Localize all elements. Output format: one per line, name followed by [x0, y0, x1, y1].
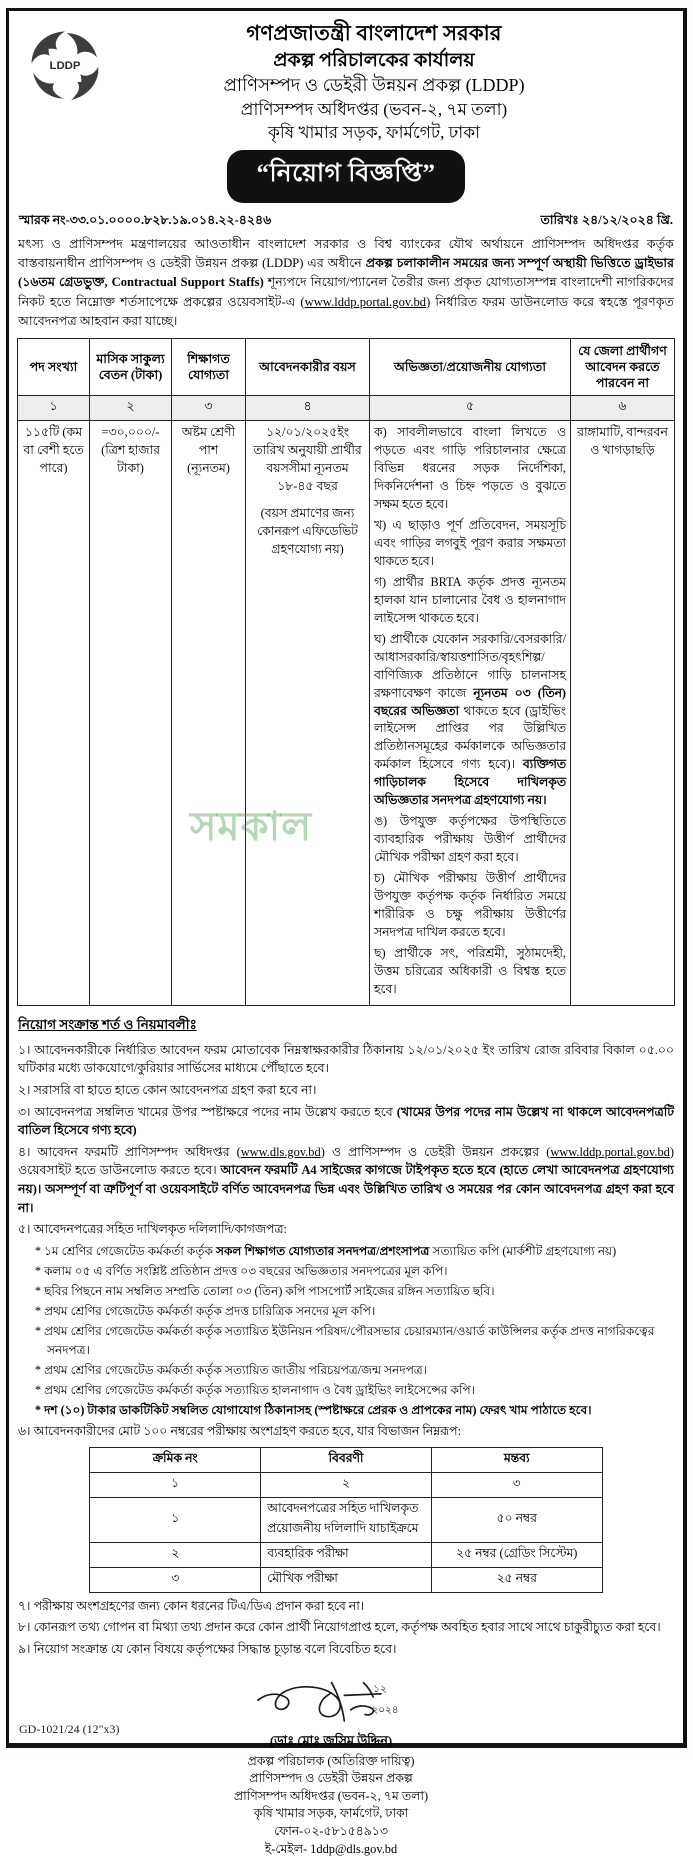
- govt-title: গণপ্রজাতন্ত্রী বাংলাদেশ সরকার: [246, 21, 502, 45]
- cell-salary: =৩০,০০০/- (ত্রিশ হাজার টাকা): [90, 421, 172, 1006]
- signatory-department: প্রাণিসম্পদ অধিদপ্তর (ভবন-২, ৭ম তলা): [233, 1788, 429, 1803]
- marks-row-0-remark: ৫০ নম্বর: [431, 1497, 602, 1542]
- intro-part-3: ) নির্ধারিত ফরম ডাউনলোড করে স্বহস্তে পূরণকৃত আবেদনপত্র আহবান করা যাচ্ছে।: [18, 294, 674, 328]
- qual-chha: ছ) প্রার্থীকে সৎ, পরিশ্রমী, সুঠামদেহী, উত্তম চরিত্রের অধিকারী ও বিশ্বস্ত হতে হবে।: [374, 945, 566, 996]
- svg-text:LDDP: LDDP: [49, 59, 81, 72]
- project-title: প্রাণিসম্পদ ও ডেইরী উন্নয়ন প্রকল্প (LDDP): [223, 74, 525, 95]
- th-remark: মন্তব্য: [431, 1447, 602, 1472]
- street-address: কৃষি খামার সড়ক, ফার্মগেট, ঢাকা: [267, 123, 481, 143]
- qual-cha: চ) মৌখিক পরীক্ষায় উত্তীর্ণ প্রার্থীদের উপযুক্ত কর্তৃপক্ষ কর্তৃক নির্ধারিত সময়ে শারীরিক ও চক্ষু পরীক্ষায় উত্তীর্ণের সনদপত্র দাখিল করতে হবে।: [374, 871, 566, 939]
- cell-education: অষ্টম শ্রেণী পাশ (ন্যূনতম): [172, 421, 246, 1006]
- marks-colnum-1: ১: [90, 1472, 261, 1497]
- colnum-4: ৪: [246, 396, 370, 421]
- table-row: [90, 1497, 602, 1542]
- document-frame: [6, 8, 687, 1856]
- documents-bullet-list: [35, 1242, 675, 1419]
- intro-part-1: মৎস্য ও প্রাণিসম্পদ মন্ত্রণালয়ের আওতাধীন বাংলাদেশ সরকার ও বিশ্ব ব্যাংকের যৌথ অর্থায়নে প্রাণিসম্পদ অধিদপ্তর কর্তৃক বাস্তবায়নাধীন প্রাণিসম্পদ ও ডেইরী উন্নয়ন প্রকল্প (LDDP) এর অধীনে: [18, 237, 674, 271]
- bullet-7-bold: * দশ (১০) টাকার ডাকটিকিট সম্বলিত যোগাযোগ ঠিকানাসহ (স্পষ্টাক্ষরে প্রেরক ও প্রাপকের নাম) ফেরৎ খাম পাঠাতে হবে।: [35, 1403, 592, 1417]
- notice-badge-row: [17, 150, 675, 203]
- list-item: [35, 1381, 675, 1399]
- memo-number: স্মারক নং-৩৩.০১.০০০০.৮২৮.১৯.০১৪.২২-৪২৪৬: [19, 213, 272, 228]
- table-row: [90, 1542, 602, 1567]
- dls-website-link[interactable]: www.dls.gov.bd: [240, 1144, 321, 1159]
- bullet-6-pre: * প্রথম শ্রেণির গেজেটেড কর্মকর্তা কর্তৃক সত্যায়িত হালনাগাদ ও বৈধ ড্রাইভিং লাইসেন্সের কপি।: [35, 1382, 476, 1397]
- bullet-0-post: সত্যায়িত কপি (মার্কশীট গ্রহণযোগ্য নয়): [429, 1243, 617, 1258]
- logo-container: [17, 21, 113, 103]
- th-age: আবেদনকারীর বয়স: [246, 338, 370, 395]
- lddp-logo-icon: [27, 27, 103, 103]
- cell-age-note: (বয়স প্রমাণের জন্য কোনরূপ এফিডেভিট গ্রহণযোগ্য নয়): [257, 506, 358, 557]
- marks-row-1-remark: ২৫ নম্বর (গ্রেডিং সিস্টেম): [431, 1542, 602, 1567]
- signatory-phone: ফোন-০২-৫৮১৫৪৯১৩: [274, 1824, 388, 1839]
- bullet-4-pre: * প্রথম শ্রেণির গেজেটেড কর্মকর্তা কর্তৃক সত্যায়িত ইউনিয়ন পরিষদ/পৌরসভার চেয়ারম্যান/ওয়ার্ড কাউন্সিলর কর্তৃক প্রদত্ত নাগরিকত্বের সনদপত্র।: [35, 1324, 655, 1357]
- marks-colnum-3: ৩: [431, 1472, 602, 1497]
- condition-4-text-2: ) ও প্রাণিসম্পদ ও ডেইরী উন্নয়ন প্রকল্পের (: [320, 1144, 551, 1159]
- marks-row-2-remark: ২৫ নম্বর: [431, 1567, 602, 1592]
- gd-reference-code: GD-1021/24 (12"x3): [19, 1722, 120, 1736]
- qual-uma: ঙ) উপযুক্ত কর্তৃপক্ষের উপস্থিতিতে ব্যাবহারিক পরীক্ষায় উত্তীর্ণ প্রার্থীদের মৌখিক পরীক্ষা গ্রহণ করা হবে।: [374, 814, 566, 865]
- svg-text:১২: ১২: [372, 1683, 387, 1695]
- colnum-6: ৬: [571, 396, 675, 421]
- signature-block: [17, 1673, 675, 1858]
- bullet-3-pre: * প্রথম শ্রেণির গেজেটেড কর্মকর্তা কর্তৃক প্রদত্ত চারিত্রিক সনদের মূল কপি।: [35, 1304, 376, 1319]
- marks-row-0-sl: ১: [90, 1497, 261, 1542]
- th-description: বিবরণী: [261, 1447, 432, 1472]
- qual-kha: খ) এ ছাড়াও পূর্ণ প্রতিবেদন, সময়সূচি এবং গাড়ির লগবুই পূরণ করার সক্ষমতা থাকতে হবে।: [374, 518, 566, 568]
- department-address: প্রাণিসম্পদ অধিদপ্তর (ভবন-২, ৭ম তলা): [240, 99, 508, 119]
- signatory-email[interactable]: ই-মেইল- 1ddp@dls.gov.bd: [264, 1841, 398, 1856]
- cell-age-main: ১২/০১/২০২৫ইং তারিখ অনুযায়ী প্রার্থীর বয়সসীমা ন্যূনতম ১৮-৪৫ বছর: [253, 425, 362, 494]
- qual-ga: গ) প্রার্থীর BRTA কর্তৃক প্রদত্ত ন্যূনতম হালকা যান চালানোর বৈধ ও হালনাগাদ লাইসেন্স থাকতে হবে।: [374, 574, 566, 625]
- condition-4-text-1: ৪। আবেদন ফরমটি প্রাণিসম্পদ অধিদপ্তর (: [18, 1144, 241, 1159]
- signatory-name: (ডাঃ মোঃ জসিম উদ্দিন): [269, 1733, 393, 1748]
- vacancy-table-header-row: [18, 338, 675, 395]
- list-item: [35, 1242, 675, 1260]
- bullet-0-pre: * ১ম শ্রেণির গেজেটেড কর্মকর্তা কর্তৃক: [35, 1243, 216, 1258]
- lddp-website-link[interactable]: www.lddp.portal.gov.bd: [550, 1144, 670, 1159]
- cell-post-count: ১১৫টি (কম বা বেশী হতে পারে): [18, 421, 90, 1006]
- qual-gha-part1: ঘ) প্রার্থীকে যেকোন সরকারি/বেসরকারি/আধাসরকারি/স্বায়ত্তশাসিত/বৃহৎশিল্প/বাণিজ্যিক প্রতিষ্ঠানে গাড়ি চালনাসহ রক্ষণাবেক্ষণ কাজে: [374, 631, 566, 700]
- th-experience: অভিজ্ঞতা/প্রয়োজনীয় যোগ্যতা: [370, 338, 571, 395]
- signatory-designation: প্রকল্প পরিচালক (অতিরিক্ত দায়িত্ব): [247, 1753, 415, 1768]
- cell-age: [246, 421, 370, 1006]
- th-excluded-districts: যে জেলা প্রার্থীগণ আবেদন করতে পারবেন না: [571, 338, 675, 395]
- marks-distribution-table: [89, 1447, 602, 1593]
- condition-4-text-3: ) ওয়েবসাইট হতে ডাউনলোড করতে হবে।: [18, 1144, 674, 1178]
- marks-row-2-desc: মৌখিক পরীক্ষা: [261, 1567, 432, 1592]
- qual-gha-part2: থাকতে হবে (ড্রাইভিং লাইসেন্স প্রাপ্তির পর উল্লিখিত প্রতিষ্ঠানসমূহের কর্মকালকে অভিজ্ঞতার কর্মকাল হিসেবে গণ্য হবে)।: [374, 703, 566, 772]
- th-serial: ক্রমিক নং: [90, 1447, 261, 1472]
- vacancy-table: [17, 338, 675, 1006]
- list-item: [35, 1302, 675, 1320]
- signatory-project: প্রাণিসম্পদ ও ডেইরী উন্নয়ন প্রকল্প: [249, 1771, 413, 1786]
- header-text-block: [113, 21, 675, 144]
- condition-3-bold: (খামের উপর পদের নাম উল্লেখ না থাকলে আবেদনপত্রটি বাতিল হিসেবে গণ্য হবে): [18, 1104, 674, 1138]
- condition-4-bold: আবেদন ফরমটি A4 সাইজের কাগজে টাইপকৃত হতে হবে (হাতে লেখা আবেদনপত্র গ্রহণযোগ্য নয়)। অসম্পূর্ণ বা ত্রুটিপূর্ণ বা ওয়েবসাইটে বর্ণিত আবেদনপত্র ভিন্ন এবং উল্লিখিত তারিখ ও সময়ের পর কোন আবেদনপত্র গ্রহণ করা হবে না।: [18, 1163, 674, 1215]
- condition-7: ৭। পরীক্ষায় অংশগ্রহণের জন্য কোন ধরনের টিএ/ডিএ প্রদান করা হবে না।: [18, 1598, 365, 1613]
- condition-2: ২। সরাসরি বা হাতে হাতে কোন আবেদনপত্র গ্রহণ করা হবে না।: [18, 1083, 317, 1097]
- document-header: [17, 17, 675, 144]
- cell-excluded-districts: রাঙ্গামাটি, বান্দরবন ও খাগড়াছড়ি: [571, 421, 675, 1006]
- watermark-text: সমকাল: [190, 804, 313, 849]
- vacancy-table-column-numbers: [18, 396, 675, 421]
- qual-gha-bold1: ন্যূনতম ০৩ (তিন) বছরের অভিজ্ঞতা: [374, 685, 567, 718]
- intro-paragraph: [17, 235, 675, 331]
- list-item: [35, 1262, 675, 1280]
- condition-3-text: ৩। আবেদনপত্র সম্বলিত খামের উপর স্পষ্টাক্ষরে পদের নাম উল্লেখ করতে হবে: [18, 1104, 397, 1119]
- th-education: শিক্ষাগত যোগ্যতা: [172, 338, 246, 395]
- vacancy-table-row: [18, 421, 675, 1006]
- intro-part-2: শূন্যপদে নিয়োগ/প্যানেল তৈরীর জন্য প্রকৃত যোগ্যতাসম্পন্ন বাংলাদেশী নাগরিকদের নিকট হতে নিম্নোক্ত শর্তসাপেক্ষে প্রকল্পের ওয়েবসাইট-এ (: [18, 275, 674, 309]
- cell-qualifications: [370, 421, 571, 1006]
- qual-gha-bold2: ব্যক্তিগত গাড়িচালক হিসেবে দাখিলকৃত অভিজ্ঞতার সনদপত্র গ্রহণযোগ্য নয়।: [374, 757, 566, 808]
- th-salary: মাসিক সাকুল্য বেতন (টাকা): [90, 338, 172, 395]
- condition-5: ৫। আবেদনপত্রের সহিত দাখিলকৃত দলিলাদি/কাগজপত্র:: [18, 1222, 287, 1237]
- marks-colnum-2: ২: [261, 1472, 432, 1497]
- bullet-5-pre: * প্রথম শ্রেণির গেজেটেড কর্মকর্তা কর্তৃক সত্যায়িত জাতীয় পরিচয়পত্র/জন্ম সনদপত্র।: [35, 1362, 428, 1377]
- condition-3: [17, 1103, 675, 1140]
- condition-8: ৮। কোনরূপ তথ্য গোপন বা মিথ্যা তথ্য প্রদান করে কোন প্রার্থী নিয়োগপ্রাপ্ত হলে, কর্তৃপক্ষ অবহিত হবার সাথে সাথে চাকুরীচ্যুত করা হবে।: [18, 1620, 661, 1635]
- svg-text:২০২৪: ২০২৪: [371, 1704, 399, 1716]
- memo-row: [17, 212, 675, 232]
- project-website-link[interactable]: www.lddp.portal.gov.bd: [304, 294, 427, 309]
- notice-badge: “নিয়োগ বিজ্ঞপ্তি”: [227, 150, 466, 203]
- marks-row-2-sl: ৩: [90, 1567, 261, 1592]
- conditions-title: নিয়োগ সংক্রান্ত শর্ত ও নিয়মাবলীঃ: [18, 1016, 197, 1032]
- memo-date: তারিখঃ ২৪/১২/২০২৪ খ্রি.: [540, 213, 673, 228]
- bullet-0-bold: সকল শিক্ষাগত যোগ্যতার সনদপত্র/প্রশংসাপত্র: [215, 1243, 430, 1258]
- marks-row-0-desc: আবেদনপত্রের সহিত দাখিলকৃত প্রয়োজনীয় দলিলাদি যাচাইক্রমে: [261, 1497, 432, 1542]
- condition-9: ৯। নিয়োগ সংক্রান্ত যে কোন বিষয়ে কর্তৃপক্ষের সিদ্ধান্ত চূড়ান্ত বলে বিবেচিত হবে।: [18, 1641, 397, 1656]
- condition-1: ১। আবেদনকারীকে নির্ধারিত আবেদন ফরম মোতাবেক নিম্নস্বাক্ষরকারীর ঠিকানায় ১২/০১/২০২৫ ইং তারিখ রোজ রবিবার বিকাল ০৫.০০ ঘটিকার মধ্যে ডাকযোগে/কুরিয়ার সার্ভিসের মাধ্যমে পৌঁছাতে হবে।: [18, 1042, 674, 1076]
- qual-ka: ক) সাবলীলভাবে বাংলা লিখতে ও পড়তে এবং গাড়ি পরিচালনার ক্ষেত্রে বিভিন্ন ধরনের সড়ক নির্দেশিকা, দিকনির্দেশনা ও চিহ্ন পড়তে ও বুঝতে সক্ষম হতে হবে।: [374, 425, 566, 512]
- bullet-2-pre: * ছবির পিছনে নাম সম্বলিত সম্প্রতি তোলা ০৩ (তিন) কপি পাসপোর্ট সাইজের রঙ্গিন সত্যায়িত ছবি।: [35, 1284, 495, 1299]
- marks-column-numbers: [90, 1472, 602, 1497]
- colnum-3: ৩: [172, 396, 246, 421]
- colnum-5: ৫: [370, 396, 571, 421]
- condition-6: ৬। আবেদনকারীদের মোট ১০০ নম্বরের পরীক্ষায় অংশগ্রহণ করতে হবে, যার বিভাজন নিম্নরূপ:: [18, 1424, 462, 1439]
- th-post-count: পদ সংখ্যা: [18, 338, 90, 395]
- colnum-1: ১: [18, 396, 90, 421]
- condition-4: [17, 1143, 675, 1217]
- office-title: প্রকল্প পরিচালকের কার্যালয়: [273, 49, 475, 71]
- list-item: [35, 1401, 675, 1419]
- list-item: [35, 1282, 675, 1300]
- qual-gha: [374, 631, 566, 811]
- marks-row-1-desc: ব্যবহারিক পরীক্ষা: [261, 1542, 432, 1567]
- table-row: [90, 1567, 602, 1592]
- bullet-1-pre: * কলাম ০৫ এ বর্ণিত সংশ্লিষ্ট প্রতিষ্ঠান প্রদত্ত ০৩ বছরের অভিজ্ঞতার সনদপত্রের মূল কপি।: [35, 1264, 448, 1279]
- list-item: [35, 1361, 675, 1379]
- intro-bold-post: প্রকল্প চলাকালীন সময়ের জন্য সম্পূর্ণ অস্থায়ী ভিত্তিতে ড্রাইভার (১৬তম গ্রেডভুক্ত, Contractual Support Staffs): [18, 256, 674, 290]
- signatory-address: কৃষি খামার সড়ক, ফার্মগেট, ঢাকা: [253, 1806, 409, 1821]
- marks-header-row: [90, 1447, 602, 1472]
- marks-row-1-sl: ২: [90, 1542, 261, 1567]
- list-item: [35, 1322, 675, 1358]
- colnum-2: ২: [90, 396, 172, 421]
